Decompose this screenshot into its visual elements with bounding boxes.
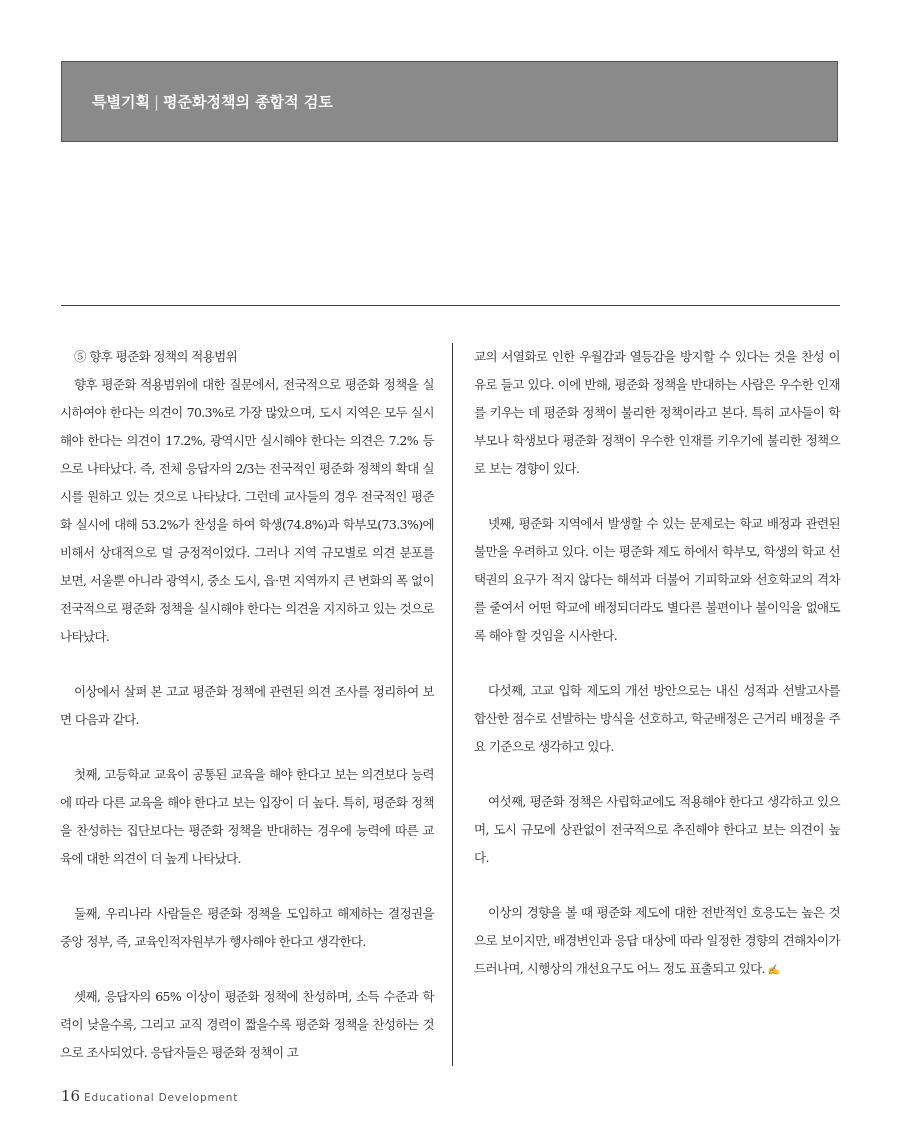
header-section-label: 특별기획 (92, 93, 150, 111)
section-title: ⑤ 향후 평준화 정책의 적용범위 (74, 349, 238, 364)
body-paragraph: 셋째, 응답자의 65% 이상이 평준화 정책에 찬성하며, 소득 수준과 학력이 낮을수록, 그리고 교직 경력이 짧을수록 평준화 정책을 찬성하는 것으로 조사되었다. 응답자들은 평준화 정책이 고 (60, 989, 434, 1060)
column-divider (452, 343, 453, 1066)
body-paragraph: 여섯째, 평준화 정책은 사립학교에도 적용해야 한다고 생각하고 있으며, 도시 규모에 상관없이 전국적으로 추진해야 한다고 보는 의견이 높다. (474, 794, 840, 865)
closing-paragraph (474, 899, 840, 985)
body-paragraph: 둘째, 우리나라 사람들은 평준화 정책을 도입하고 해제하는 결정권을 중앙 정부, 즉, 교육인적자원부가 행사해야 한다고 생각한다. (60, 906, 434, 949)
body-paragraph: 향후 평준화 적용범위에 대한 질문에서, 전국적으로 평준화 정책을 실시하여야 한다는 의견이 70.3%로 가장 많았으며, 도시 지역은 모두 실시해야 한다는 의견이 17.2%, 광역시만 실시해야 한다는 의견은 7.2% 등으로 나타났다. 즉, 전체 응답자의 2/3는 전국적인 평준화 정책의 확대 실시를 원하고 있는 것으로 나타났다. 그런데 교사들의 경우 전국적인 평준화 실시에 대해 53.2%가 찬성을 하여 학생(74.8%)과 학부모(73.3%)에 비해서 상대적으로 덜 긍정적이었다. 그러나 지역 규모별로 의견 분포를 보면, 서울뿐 아니라 광역시, 중소 도시, 읍·면 지역까지 큰 변화의 폭 없이 전국적으로 평준화 정책을 실시해야 한다는 의견을 지지하고 있는 것으로 나타났다. (60, 377, 434, 644)
body-paragraph: 넷째, 평준화 지역에서 발생할 수 있는 문제로는 학교 배정과 관련된 불만을 우려하고 있다. 이는 평준화 제도 하에서 학부모, 학생의 학교 선택권의 요구가 적지 않다는 해석과 더불어 기피학교와 선호학교의 격차를 줄여서 어떤 학교에 배정되더라도 별다른 불편이나 불이익을 없애도록 해야 할 것임을 시사한다. (474, 516, 840, 643)
closing-paragraph-text: 이상의 경향을 볼 때 평준화 제도에 대한 전반적인 호응도는 높은 것으로 보이지만, 배경변인과 응답 대상에 따라 일정한 경향의 견해차이가 드러나며, 시행상의 개선요구도 어느 정도 표출되고 있다. (474, 905, 840, 976)
header-band (61, 61, 838, 142)
right-column (474, 343, 840, 985)
header-separator: | (153, 93, 160, 111)
page-number: 16 (61, 1087, 81, 1105)
left-column (60, 343, 434, 1067)
header-article-title: 평준화정책의 종합적 검토 (163, 93, 333, 111)
body-paragraph: 이상에서 살펴 본 고교 평준화 정책에 관련된 의견 조사를 정리하여 보면 다음과 같다. (60, 684, 434, 727)
page-footer (61, 1086, 238, 1105)
horizontal-rule (61, 305, 840, 306)
publication-name: Educational Development (84, 1092, 239, 1104)
body-paragraph: 교의 서열화로 인한 우월감과 열등감을 방지할 수 있다는 것을 찬성 이유로 들고 있다. 이에 반해, 평준화 정책을 반대하는 사람은 우수한 인재를 키우는 데 평준화 정책이 불리한 정책이라고 본다. 특히 교사들이 학부모나 학생보다 평준화 정책이 우수한 인재를 키우기에 불리한 정책으로 보는 경향이 있다. (474, 349, 840, 476)
body-paragraph: 첫째, 고등학교 교육이 공통된 교육을 해야 한다고 보는 의견보다 능력에 따라 다른 교육을 해야 한다고 보는 입장이 더 높다. 특히, 평준화 정책을 찬성하는 집단보다는 평준화 정책을 반대하는 경우에 능력에 따른 교육에 대한 의견이 더 높게 나타났다. (60, 767, 434, 866)
body-paragraph: 다섯째, 고교 입학 제도의 개선 방안으로는 내신 성적과 선발고사를 합산한 점수로 선발하는 방식을 선호하고, 학군배정은 근거리 배정을 주요 기준으로 생각하고 있다. (474, 683, 840, 754)
header-title-line (92, 91, 333, 112)
end-mark-icon: ✍ (767, 965, 780, 976)
